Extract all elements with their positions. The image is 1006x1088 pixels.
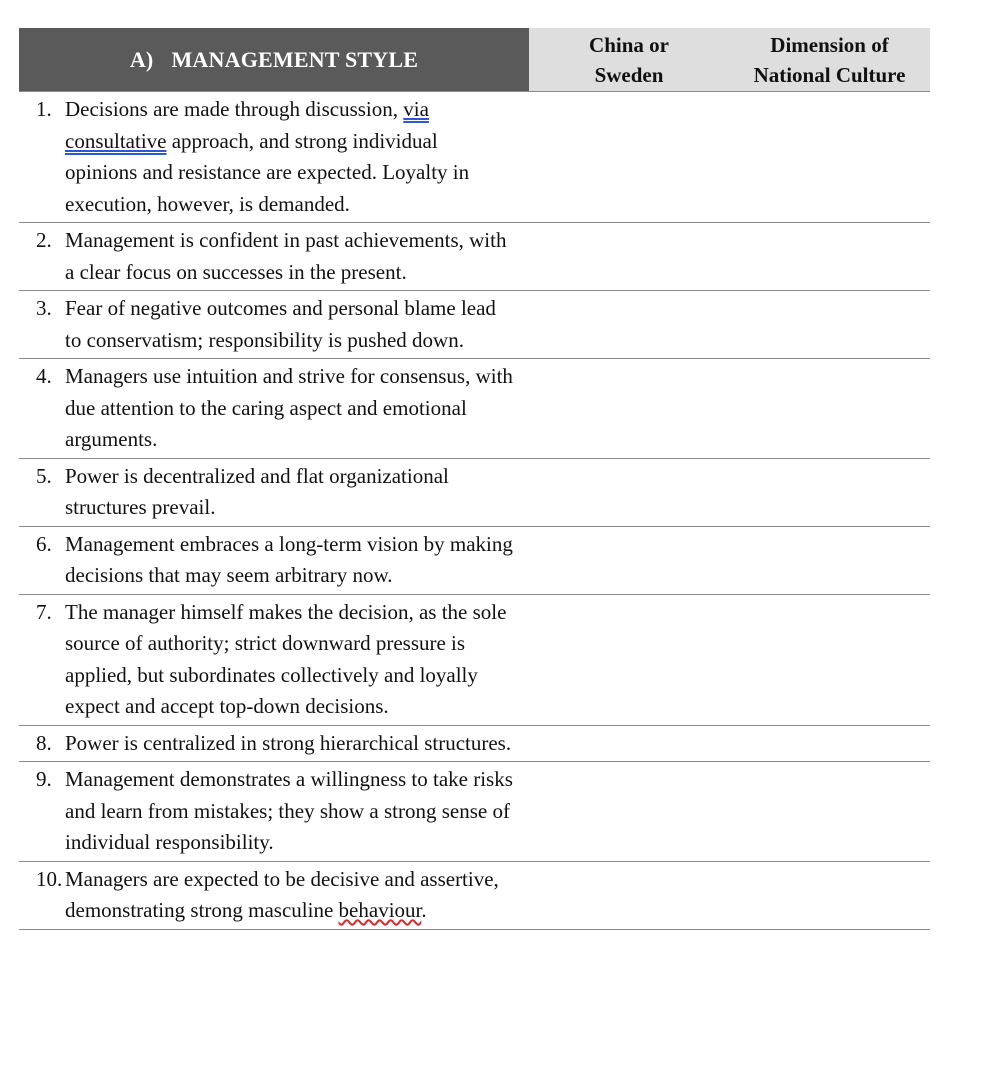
statement-text (65, 94, 515, 220)
statement-text: Power is decentralized and flat organizational structures prevail. (65, 463, 449, 519)
answer-cell-dimension[interactable] (729, 595, 930, 725)
answer-cell-dimension[interactable] (729, 762, 930, 861)
statement-text: The manager himself makes the decision, as the sole source of authority; strict downward pressure is applied, but subordinates collectively and loyally expect and accept top-down decisions. (65, 599, 507, 718)
item-number (19, 864, 65, 927)
section-title: MANAGEMENT STYLE (171, 46, 419, 72)
table-row (19, 223, 930, 291)
statement-text: Power is centralized in strong hierarchical structures. (65, 730, 512, 755)
item-number (19, 597, 65, 723)
item-number-text: 6. (36, 531, 52, 556)
answer-cell-dimension[interactable] (729, 223, 930, 290)
item-number-text: 5. (36, 463, 52, 488)
statement-cell (19, 291, 529, 358)
answer-cell-country[interactable] (529, 223, 729, 290)
table-row (19, 92, 930, 223)
answer-cell-country[interactable] (529, 527, 729, 594)
statement-text: Management demonstrates a willingness to take risks and learn from mistakes; they show a strong sense of individual responsibility. (65, 767, 513, 854)
answer-cell-country[interactable] (529, 762, 729, 861)
statement-cell (19, 862, 529, 929)
table-row (19, 291, 930, 359)
statement-cell (19, 359, 529, 458)
statement-text (65, 864, 515, 927)
item-number-text: 10. (36, 866, 63, 891)
answer-cell-country[interactable] (529, 359, 729, 458)
item-number-text: 4. (36, 364, 52, 388)
statement-cell (19, 527, 529, 594)
section-label: A) (129, 46, 154, 72)
item-number-text: 9. (36, 767, 52, 791)
statement-text: Fear of negative outcomes and personal blame lead to conservatism; responsibility is pushed down. (65, 296, 496, 352)
table-row (19, 459, 930, 527)
answer-cell-country[interactable] (529, 726, 729, 762)
column-header-line: National Culture (753, 62, 906, 87)
item-number-text: 3. (36, 296, 52, 320)
table-row (19, 527, 930, 595)
statement-text: Management embraces a long-term vision by making decisions that may seem arbitrary now. (65, 531, 513, 587)
item-number-text: 1. (36, 97, 52, 121)
statement-text: Management is confident in past achievements, with a clear focus on successes in the present. (65, 228, 507, 284)
item-number-text: 8. (36, 730, 52, 755)
grammar-flag[interactable]: via consultative (65, 97, 429, 153)
statement-text-part: approach, and strong individual opinions and resistance are expected. Loyalty in execution, however, is demanded. (65, 128, 470, 216)
statement-text-part: Managers are expected to be decisive and assertive, demonstrating strong masculine (65, 866, 499, 922)
item-number (19, 764, 65, 859)
statement-cell (19, 459, 529, 526)
table-row (19, 595, 930, 726)
section-header (19, 28, 529, 91)
answer-cell-dimension[interactable] (729, 291, 930, 358)
item-number (19, 728, 65, 760)
column-header-line: Sweden (594, 62, 664, 87)
answer-cell-dimension[interactable] (729, 359, 930, 458)
item-number (19, 94, 65, 220)
answer-cell-dimension[interactable] (729, 527, 930, 594)
statement-cell (19, 223, 529, 290)
answer-cell-country[interactable] (529, 92, 729, 222)
statement-cell (19, 92, 529, 222)
table-row (19, 762, 930, 862)
item-number (19, 361, 65, 456)
column-header-china-or-sweden (529, 28, 729, 91)
answer-cell-dimension[interactable] (729, 862, 930, 929)
spelling-flag[interactable]: behaviour (338, 898, 422, 922)
management-style-table (19, 28, 930, 930)
answer-cell-dimension[interactable] (729, 459, 930, 526)
column-header-line: Dimension of (770, 32, 889, 57)
answer-cell-dimension[interactable] (729, 92, 930, 222)
answer-cell-country[interactable] (529, 291, 729, 358)
statement-cell (19, 762, 529, 861)
answer-cell-country[interactable] (529, 595, 729, 725)
item-number-text: 7. (36, 599, 52, 624)
statement-text-part: Decisions are made through discussion, (65, 97, 404, 121)
item-number (19, 293, 65, 356)
table-row (19, 862, 930, 930)
answer-cell-dimension[interactable] (729, 726, 930, 762)
answer-cell-country[interactable] (529, 459, 729, 526)
statement-text-part: . (421, 898, 427, 922)
item-number-text: 2. (36, 228, 52, 252)
table-row (19, 359, 930, 459)
column-header-line: China or (589, 32, 669, 57)
item-number (19, 461, 65, 524)
answer-cell-country[interactable] (529, 862, 729, 929)
table-row (19, 726, 930, 763)
statement-text: Managers use intuition and strive for consensus, with due attention to the caring aspect and emotional arguments. (65, 364, 513, 451)
table-header-row (19, 28, 930, 92)
statement-cell (19, 726, 529, 762)
statement-cell (19, 595, 529, 725)
item-number (19, 529, 65, 592)
column-header-dimension (729, 28, 930, 91)
item-number (19, 225, 65, 288)
